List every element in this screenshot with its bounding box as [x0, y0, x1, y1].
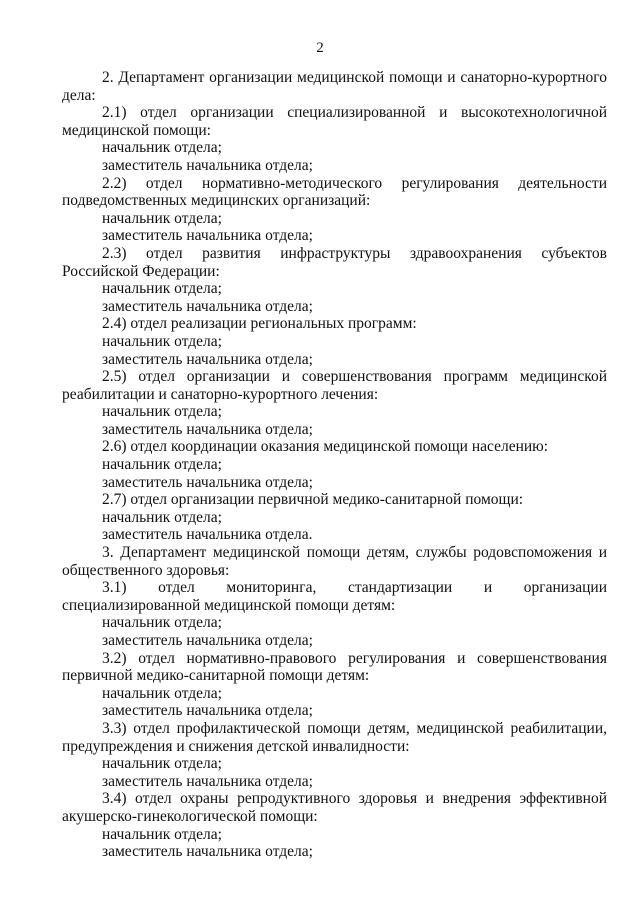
- paragraph: начальник отдела;: [102, 456, 222, 474]
- paragraph: заместитель начальника отдела;: [102, 473, 313, 491]
- paragraph: 2.2) отдел нормативно-методического регулирования деятельности подведомственных медицинских организаций:: [62, 174, 607, 210]
- paragraph: начальник отдела;: [102, 209, 222, 227]
- paragraph: 3.2) отдел нормативно-правового регулирования и совершенствования первичной медико-санитарной помощи детям:: [62, 649, 607, 685]
- paragraph: заместитель начальника отдела;: [102, 772, 313, 790]
- paragraph: заместитель начальника отдела;: [102, 297, 313, 315]
- paragraph: 2.3) отдел развития инфраструктуры здравоохранения субъектов Российской Федерации:: [62, 244, 607, 280]
- paragraph: 2.5) отдел организации и совершенствования программ медицинской реабилитации и санаторно-курортного лечения:: [62, 368, 607, 403]
- paragraph: начальник отдела;: [102, 755, 222, 773]
- paragraph: 2.6) отдел координации оказания медицинской помощи населению:: [102, 438, 549, 456]
- paragraph: заместитель начальника отдела;: [102, 632, 313, 649]
- paragraph: 3.4) отдел охраны репродуктивного здоровья и внедрения эффективной акушерско-гинекологической помощи:: [62, 790, 607, 825]
- paragraph: начальник отдела;: [102, 825, 222, 843]
- paragraph: заместитель начальника отдела.: [102, 526, 313, 544]
- paragraph: начальник отдела;: [102, 684, 222, 702]
- paragraph: заместитель начальника отдела;: [102, 420, 313, 438]
- paragraph: заместитель начальника отдела;: [102, 702, 313, 720]
- paragraph: начальник отдела;: [102, 280, 222, 298]
- paragraph: заместитель начальника отдела;: [102, 156, 313, 174]
- paragraph: 3.3) отдел профилактической помощи детям, медицинской реабилитации, предупреждения и снижения детской инвалидности:: [62, 719, 607, 755]
- paragraph: заместитель начальника отдела;: [102, 227, 313, 245]
- paragraph: 2.1) отдел организации специализированной и высокотехнологичной медицинской помощи:: [62, 104, 607, 139]
- paragraph: начальник отдела;: [102, 508, 222, 526]
- paragraph: 3.1) отдел мониторинга, стандартизации и организации специализированной медицинской помощи детям:: [62, 579, 607, 614]
- paragraph: начальник отдела;: [102, 332, 222, 350]
- paragraph: 2.7) отдел организации первичной медико-санитарной помощи:: [102, 491, 524, 509]
- paragraph: начальник отдела;: [102, 614, 222, 632]
- page-number: 2: [316, 40, 324, 56]
- paragraph: 3. Департамент медицинской помощи детям, службы родовспоможения и общественного здоровья:: [62, 544, 607, 579]
- paragraph: 2. Департамент организации медицинской помощи и санаторно-курортного дела:: [62, 69, 607, 104]
- paragraph: заместитель начальника отдела;: [102, 843, 313, 861]
- paragraph: заместитель начальника отдела;: [102, 350, 313, 368]
- document-body: [62, 69, 607, 861]
- paragraph: начальник отдела;: [102, 139, 222, 157]
- paragraph: 2.4) отдел реализации региональных программ:: [102, 315, 417, 333]
- paragraph: начальник отдела;: [102, 403, 222, 421]
